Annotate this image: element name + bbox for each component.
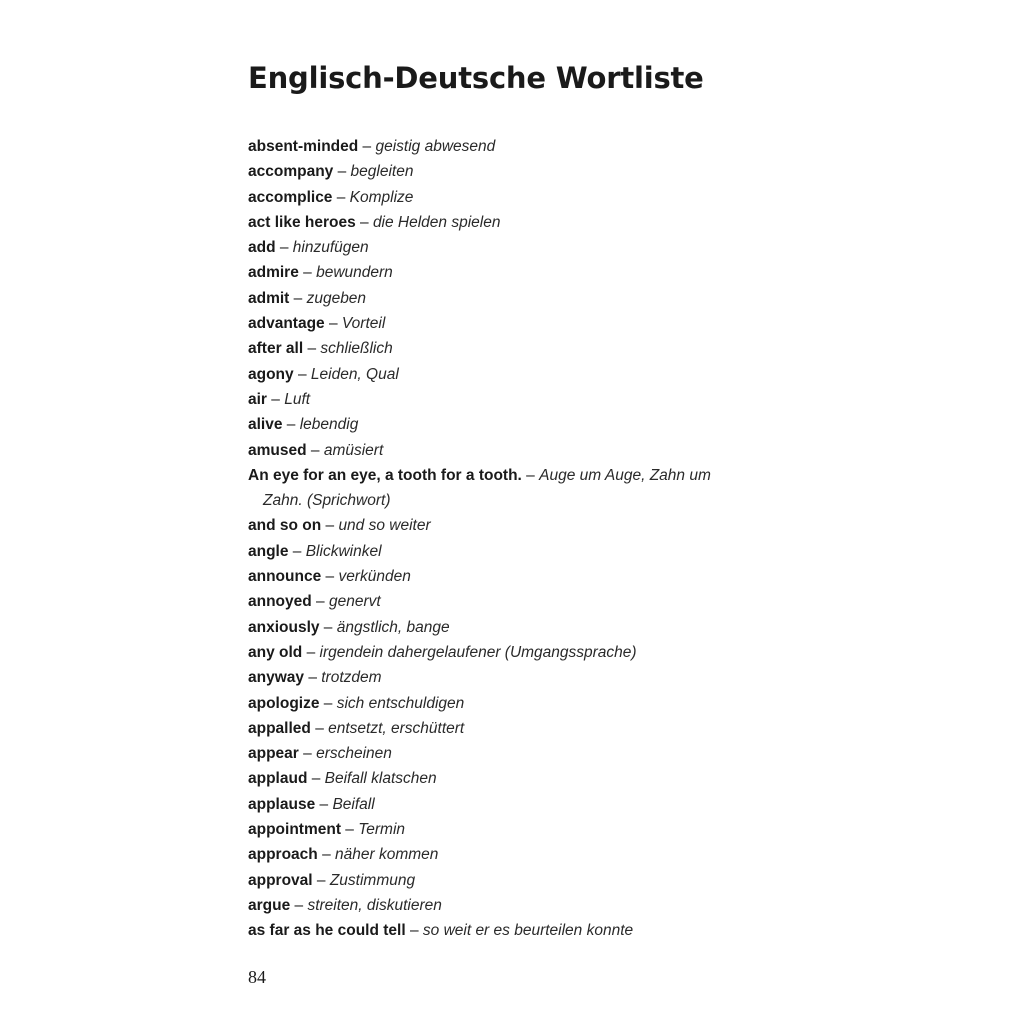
english-term: applause <box>248 795 316 813</box>
entry-separator: – <box>307 770 325 788</box>
word-entry <box>248 893 748 918</box>
entry-separator: – <box>319 618 337 636</box>
entry-separator: – <box>290 896 308 914</box>
entry-separator: – <box>321 568 339 586</box>
german-translation: Auge um Auge, Zahn um Zahn. (Sprichwort) <box>263 466 711 510</box>
german-translation: näher kommen <box>335 846 439 864</box>
english-term: appear <box>248 745 299 763</box>
entry-separator: – <box>306 441 324 459</box>
entry-separator: – <box>319 694 337 712</box>
word-entry <box>248 564 748 589</box>
german-translation: schließlich <box>320 340 393 358</box>
german-translation: verkünden <box>338 568 411 586</box>
english-term: after all <box>248 340 304 358</box>
english-term: act like heroes <box>248 213 356 231</box>
english-term: argue <box>248 896 291 914</box>
german-translation: Blickwinkel <box>305 542 382 560</box>
english-term: anxiously <box>248 618 320 636</box>
word-entry <box>248 766 748 791</box>
entry-separator: – <box>288 542 306 560</box>
german-translation: Beifall klatschen <box>324 770 437 788</box>
entry-separator: – <box>310 719 329 737</box>
english-term: as far as he could tell <box>248 922 406 940</box>
word-entry <box>248 159 748 184</box>
german-translation: zugeben <box>306 289 367 307</box>
german-translation: lebendig <box>299 416 359 434</box>
german-translation: hinzufügen <box>292 239 369 257</box>
english-term: agony <box>248 365 294 383</box>
german-translation: ängstlich, bange <box>336 618 450 636</box>
english-term: advantage <box>248 315 325 333</box>
word-entry <box>248 615 748 640</box>
english-term: apologize <box>248 694 320 712</box>
german-translation: genervt <box>328 593 381 611</box>
entry-separator: – <box>289 289 307 307</box>
word-entry <box>248 438 748 463</box>
word-list <box>248 134 748 944</box>
word-entry <box>248 792 748 817</box>
word-entry <box>248 513 748 538</box>
german-translation: so weit er es beurteilen konnte <box>422 922 634 940</box>
german-translation: Beifall <box>332 795 375 813</box>
german-translation: Luft <box>284 390 311 408</box>
word-entry <box>248 640 748 665</box>
english-term: accomplice <box>248 188 333 206</box>
english-term: appointment <box>248 821 341 839</box>
english-term: annoyed <box>248 593 312 611</box>
word-entry <box>248 235 748 260</box>
entry-separator: – <box>304 669 322 687</box>
german-translation: geistig abwesend <box>375 138 496 155</box>
entry-separator: – <box>341 821 359 839</box>
entry-separator: – <box>303 340 321 358</box>
english-term: admire <box>248 264 299 282</box>
word-entry <box>248 362 748 387</box>
word-entry <box>248 868 748 893</box>
page-number: 84 <box>248 967 266 987</box>
entry-separator: – <box>358 138 376 155</box>
english-term: appalled <box>248 719 311 737</box>
entry-separator: – <box>315 795 333 813</box>
word-entry <box>248 589 748 614</box>
english-term: anyway <box>248 669 305 687</box>
german-translation: und so weiter <box>338 517 431 535</box>
word-entry <box>248 842 748 867</box>
german-translation: erscheinen <box>316 745 392 763</box>
word-entry <box>248 665 748 690</box>
german-translation: die Helden spielen <box>372 213 501 231</box>
german-translation: Zustimmung <box>329 871 416 889</box>
english-term: alive <box>248 416 283 434</box>
entry-separator: – <box>333 163 351 181</box>
entry-separator: – <box>282 416 300 434</box>
english-term: approach <box>248 846 318 864</box>
entry-separator: – <box>266 390 285 408</box>
german-translation: amüsiert <box>323 441 384 459</box>
german-translation: trotzdem <box>321 669 382 687</box>
english-term: absent-minded <box>248 138 359 155</box>
entry-separator: – <box>332 188 350 206</box>
german-translation: bewundern <box>316 264 393 282</box>
english-term: air <box>248 390 267 408</box>
entry-separator: – <box>302 643 320 661</box>
german-translation: Vorteil <box>341 315 386 333</box>
word-entry <box>248 387 748 412</box>
word-entry <box>248 716 748 741</box>
english-term: applaud <box>248 770 308 788</box>
english-term: An eye for an eye, a tooth for a tooth. <box>248 466 522 484</box>
english-term: and so on <box>248 517 322 535</box>
german-translation: entsetzt, erschüttert <box>328 719 465 737</box>
german-translation: Termin <box>358 821 406 839</box>
english-term: amused <box>248 441 307 459</box>
word-entry <box>248 185 748 210</box>
english-term: angle <box>248 542 289 560</box>
entry-separator: – <box>311 593 329 611</box>
entry-separator: – <box>321 517 339 535</box>
word-entry <box>248 210 748 235</box>
word-entry <box>248 311 748 336</box>
entry-separator: – <box>324 315 342 333</box>
english-term: any old <box>248 643 303 661</box>
word-entry <box>248 134 748 159</box>
word-entry <box>248 741 748 766</box>
word-entry <box>248 260 748 285</box>
entry-separator: – <box>317 846 335 864</box>
entry-separator: – <box>275 239 293 257</box>
german-translation: sich entschuldigen <box>336 694 465 712</box>
english-term: add <box>248 239 276 257</box>
word-entry <box>248 286 748 311</box>
german-translation: streiten, diskutieren <box>307 896 442 914</box>
entry-separator: – <box>405 922 423 940</box>
german-translation: Leiden, Qual <box>310 365 399 383</box>
german-translation: Komplize <box>349 188 414 206</box>
entry-separator: – <box>355 213 373 231</box>
word-entry <box>248 463 748 514</box>
entry-separator: – <box>312 871 330 889</box>
word-entry <box>248 691 748 716</box>
german-translation: begleiten <box>350 163 414 181</box>
english-term: announce <box>248 568 322 586</box>
word-entry <box>248 918 748 943</box>
word-entry <box>248 539 748 564</box>
word-entry <box>248 817 748 842</box>
english-term: approval <box>248 871 313 889</box>
entry-separator: – <box>298 264 317 282</box>
german-translation: irgendein dahergelaufener (Umgangssprache) <box>319 643 637 661</box>
entry-separator: – <box>298 745 317 763</box>
english-term: admit <box>248 289 290 307</box>
english-term: accompany <box>248 163 334 181</box>
word-entry <box>248 336 748 361</box>
page-title: Englisch-Deutsche Wortliste <box>248 61 704 95</box>
entry-separator: – <box>293 365 311 383</box>
word-entry <box>248 412 748 437</box>
entry-separator: – <box>521 466 540 484</box>
